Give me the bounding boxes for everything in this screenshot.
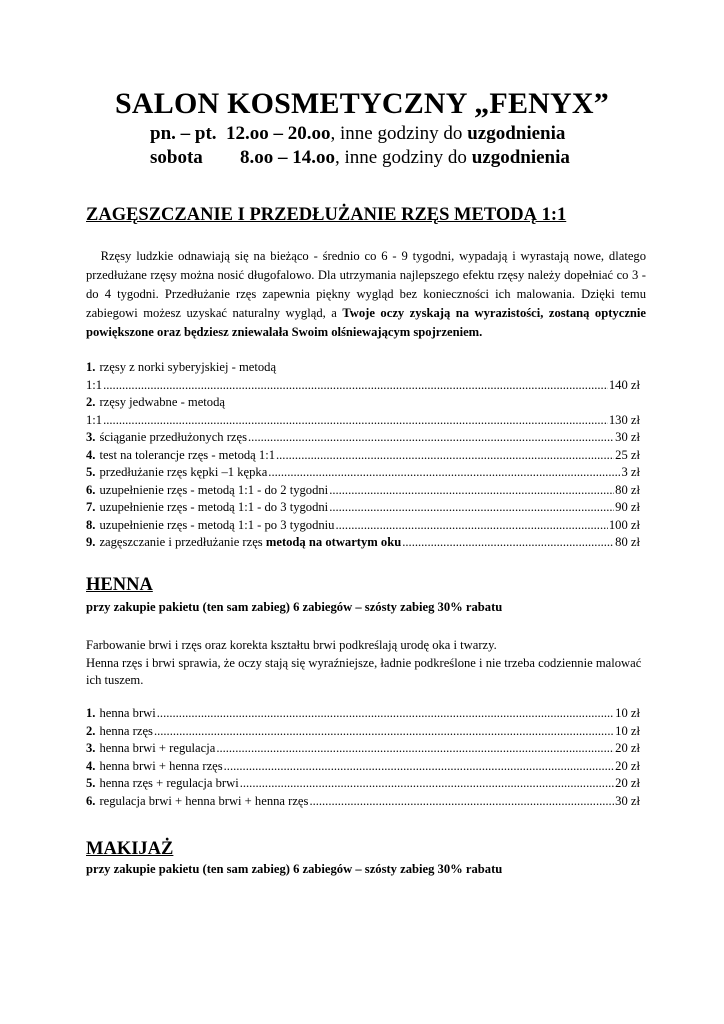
section-henna-heading: HENNA: [86, 575, 153, 595]
section-henna-subtitle: przy zakupie pakietu (ten sam zabieg) 6 zabiegów – szósty zabieg 30% rabatu: [86, 600, 503, 614]
price: 80 zł: [615, 482, 640, 497]
price: 20 zł: [615, 776, 640, 790]
list-item: 1. rzęsy z norki syberyjskiej - metodą: [86, 360, 277, 374]
list-item: 7. uzupełnienie rzęs - metodą 1:1 - do 3 tygodni ..... 90 zł: [86, 499, 640, 517]
price: 90 zł: [615, 500, 640, 514]
list-item: 5. przedłużanie rzęs kępki –1 kępka ..... 3 zł: [86, 464, 640, 482]
list-item: 4. henna brwi + henna rzęs ..... 20 zł: [86, 758, 640, 776]
list-item: 8. uzupełnienie rzęs - metodą 1:1 - po 3 tygodniu ..... 100 zł: [86, 517, 640, 535]
saturday-note: , inne godziny do uzgodnienia: [335, 147, 570, 168]
price: 100 zł: [608, 517, 640, 532]
list-item: 5. henna rzęs + regulacja brwi ..... 20 zł: [86, 775, 640, 793]
list-item: 2. henna rzęs ..... 10 zł: [86, 723, 640, 741]
price: 20 zł: [615, 758, 640, 773]
section-eyelash-description: Rzęsy ludzkie odnawiają się na bieżąco - średnio co 6 - 9 tygodni, wypadają i wyrastają nowe, dlatego przedłużane rzęsy można nosić długofalowo. Dla utrzymania najlepszego efektu rzęsy należy dopełniać co 3 - do 4 tygodni. Przedłużanie rzęs zapewnia piękny wygląd bez konieczności ich malowania. Dzięki temu zabiegowi możesz uzyskać naturalny wygląd, a Twoje oczy zyskają na wyrazistości, zostaną optycznie powiększone oraz będziesz zniewalała Swoim olśniewającym spojrzeniem.: [86, 249, 646, 339]
price: 140 zł: [608, 377, 640, 392]
section-henna-paragraph: Farbowanie brwi i rzęs oraz korekta kształtu brwi podkreślają urodę oka i twarzy. Henna rzęs i brwi sprawia, że oczy stają się wyraźniejsze, ładnie podkreślone i nie trzeba codziennie malować ich tuszem.: [86, 638, 642, 687]
section-makeup-subtitle: przy zakupie pakietu (ten sam zabieg) 6 zabiegów – szósty zabieg 30% rabatu: [86, 862, 503, 876]
weekday-hours: [150, 122, 570, 146]
saturday-label: sobota: [150, 147, 203, 168]
weekday-note: , inne godziny do uzgodnienia: [330, 123, 566, 144]
list-item: 1:1 ..... 130 zł: [86, 412, 640, 430]
henna-price-list: [86, 705, 640, 810]
price: 25 zł: [615, 447, 640, 462]
list-item: 2. rzęsy jedwabne - metodą: [86, 395, 225, 409]
list-item: 3. henna brwi + regulacja ..... 20 zł: [86, 740, 640, 758]
list-item: 6. regulacja brwi + henna brwi + henna rzęs ..... 30 zł: [86, 793, 640, 811]
price: 80 zł: [615, 535, 640, 549]
price: 10 zł: [615, 723, 640, 738]
eyelash-price-list: [86, 359, 640, 552]
weekday-label: pn. – pt.: [150, 123, 217, 144]
saturday-time: 8.oo – 14.oo: [240, 147, 335, 168]
list-item: 1:1 ..... 140 zł: [86, 377, 640, 395]
list-item: 4. test na tolerancje rzęs - metodą 1:1 ..... 25 zł: [86, 447, 640, 465]
price: 30 zł: [615, 430, 640, 444]
section-makeup-heading: MAKIJAŻ: [86, 839, 174, 859]
list-item: 9. zagęszczanie i przedłużanie rzęs metodą na otwartym oku ..... 80 zł: [86, 534, 640, 552]
price: 130 zł: [608, 412, 640, 427]
list-item: 3. ściąganie przedłużonych rzęs ..... 30 zł: [86, 429, 640, 447]
price: 3 zł: [621, 465, 640, 479]
opening-hours: [150, 122, 570, 170]
salon-title: SALON KOSMETYCZNY „FENYX”: [115, 87, 609, 120]
list-item: 1. henna brwi ..... 10 zł: [86, 705, 640, 723]
saturday-hours: [150, 146, 570, 170]
section-eyelash-heading: ZAGĘSZCZANIE I PRZEDŁUŻANIE RZĘS METODĄ 1:1: [86, 205, 567, 225]
list-item: 6. uzupełnienie rzęs - metodą 1:1 - do 2 tygodni ..... 80 zł: [86, 482, 640, 500]
price: 10 zł: [615, 706, 640, 720]
price: 20 zł: [615, 741, 640, 755]
weekday-time: 12.oo – 20.oo: [226, 123, 331, 144]
price: 30 zł: [615, 793, 640, 808]
